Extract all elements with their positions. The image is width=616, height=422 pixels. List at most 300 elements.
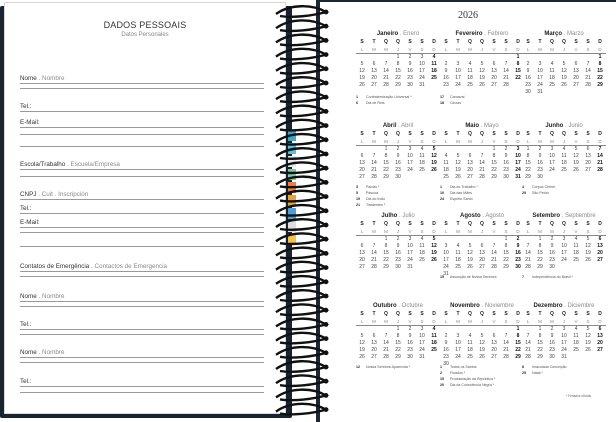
calendar-day[interactable]: 12 xyxy=(561,68,567,74)
calendar-day[interactable]: 27 xyxy=(573,82,579,88)
calendar-day[interactable]: 19 xyxy=(585,250,591,256)
calendar-day[interactable]: 13 xyxy=(585,153,591,159)
calendar-day[interactable]: 6 xyxy=(492,61,496,67)
calendar-day[interactable]: 16 xyxy=(525,75,531,81)
calendar-day[interactable]: 5 xyxy=(360,333,364,339)
calendar-day[interactable]: 6 xyxy=(492,333,496,339)
calendar-day[interactable]: 25 xyxy=(561,167,567,173)
calendar-day[interactable]: 19 xyxy=(359,347,365,353)
calendar-day[interactable]: 8 xyxy=(516,333,520,339)
calendar-day[interactable]: 9 xyxy=(504,153,508,159)
calendar-day[interactable]: 10 xyxy=(419,61,425,67)
calendar-day[interactable]: 13 xyxy=(491,68,497,74)
personal-field[interactable] xyxy=(20,377,264,387)
calendar-day[interactable]: 26 xyxy=(479,82,485,88)
calendar-day[interactable]: 25 xyxy=(431,75,437,81)
calendar-day[interactable]: 11 xyxy=(573,243,579,249)
calendar-day[interactable]: 27 xyxy=(597,347,603,353)
calendar-day[interactable]: 30 xyxy=(407,354,413,360)
calendar-day[interactable]: 26 xyxy=(561,82,567,88)
personal-field[interactable] xyxy=(20,348,264,358)
calendar-day[interactable]: 15 xyxy=(525,160,531,166)
calendar-day[interactable]: 22 xyxy=(503,257,509,263)
calendar-day[interactable]: 30 xyxy=(443,361,449,367)
calendar-day[interactable]: 19 xyxy=(359,75,365,81)
calendar-day[interactable]: 28 xyxy=(503,354,509,360)
calendar-day[interactable]: 12 xyxy=(585,243,591,249)
calendar-day[interactable]: 24 xyxy=(407,167,413,173)
calendar-day[interactable]: 27 xyxy=(359,264,365,270)
calendar-day[interactable]: 9 xyxy=(408,333,412,339)
calendar-day[interactable]: 13 xyxy=(597,333,603,339)
calendar-day[interactable]: 5 xyxy=(562,61,566,67)
calendar-day[interactable]: 20 xyxy=(467,167,473,173)
calendar-day[interactable]: 12 xyxy=(573,153,579,159)
calendar-day[interactable]: 28 xyxy=(383,354,389,360)
calendar-day[interactable]: 23 xyxy=(443,82,449,88)
calendar-day[interactable]: 5 xyxy=(432,236,436,242)
calendar-day[interactable]: 6 xyxy=(574,61,578,67)
calendar-day[interactable]: 25 xyxy=(419,167,425,173)
calendar-day[interactable]: 29 xyxy=(525,174,531,180)
calendar-day[interactable]: 23 xyxy=(549,257,555,263)
calendar-day[interactable]: 7 xyxy=(586,61,590,67)
calendar-day[interactable]: 4 xyxy=(562,146,566,152)
calendar-day[interactable]: 7 xyxy=(598,146,602,152)
calendar-day[interactable]: 17 xyxy=(561,250,567,256)
calendar-day[interactable]: 14 xyxy=(371,160,377,166)
calendar-day[interactable]: 14 xyxy=(503,68,509,74)
calendar-day[interactable]: 29 xyxy=(383,174,389,180)
calendar-day[interactable]: 30 xyxy=(395,174,401,180)
calendar-day[interactable]: 19 xyxy=(467,257,473,263)
calendar-day[interactable]: 10 xyxy=(419,333,425,339)
calendar-day[interactable]: 7 xyxy=(526,333,530,339)
personal-field[interactable] xyxy=(20,190,264,200)
calendar-day[interactable]: 22 xyxy=(537,257,543,263)
calendar-day[interactable]: 12 xyxy=(455,160,461,166)
calendar-day[interactable]: 13 xyxy=(371,340,377,346)
calendar-day[interactable]: 27 xyxy=(597,257,603,263)
calendar-day[interactable]: 4 xyxy=(468,61,472,67)
calendar-day[interactable]: 4 xyxy=(550,61,554,67)
calendar-day[interactable]: 20 xyxy=(491,347,497,353)
calendar-day[interactable]: 21 xyxy=(491,257,497,263)
calendar-day[interactable]: 28 xyxy=(371,174,377,180)
calendar-day[interactable]: 29 xyxy=(491,174,497,180)
calendar-day[interactable]: 28 xyxy=(371,264,377,270)
calendar-day[interactable]: 17 xyxy=(537,75,543,81)
calendar-day[interactable]: 13 xyxy=(467,160,473,166)
calendar-day[interactable]: 28 xyxy=(597,167,603,173)
calendar-day[interactable]: 4 xyxy=(456,243,460,249)
calendar-day[interactable]: 1 xyxy=(516,54,520,60)
calendar-day[interactable]: 15 xyxy=(383,250,389,256)
calendar-day[interactable]: 21 xyxy=(525,347,531,353)
calendar-day[interactable]: 15 xyxy=(515,340,521,346)
calendar-day[interactable]: 28 xyxy=(585,82,591,88)
calendar-day[interactable]: 14 xyxy=(597,153,603,159)
calendar-day[interactable]: 20 xyxy=(491,75,497,81)
calendar-day[interactable]: 22 xyxy=(597,75,603,81)
calendar-day[interactable]: 19 xyxy=(561,75,567,81)
calendar-day[interactable]: 9 xyxy=(550,243,554,249)
calendar-day[interactable]: 27 xyxy=(491,82,497,88)
calendar-day[interactable]: 1 xyxy=(384,236,388,242)
calendar-day[interactable]: 12 xyxy=(467,250,473,256)
calendar-day[interactable]: 28 xyxy=(479,174,485,180)
calendar-day[interactable]: 19 xyxy=(455,167,461,173)
calendar-day[interactable]: 25 xyxy=(549,82,555,88)
calendar-day[interactable]: 9 xyxy=(444,68,448,74)
calendar-day[interactable]: 28 xyxy=(383,82,389,88)
calendar-day[interactable]: 3 xyxy=(538,61,542,67)
calendar-day[interactable]: 20 xyxy=(573,75,579,81)
calendar-day[interactable]: 14 xyxy=(383,340,389,346)
calendar-day[interactable]: 2 xyxy=(526,61,530,67)
calendar-day[interactable]: 9 xyxy=(408,61,412,67)
calendar-day[interactable]: 26 xyxy=(359,354,365,360)
calendar-day[interactable]: 11 xyxy=(467,68,473,74)
calendar-day[interactable]: 10 xyxy=(537,68,543,74)
calendar-day[interactable]: 4 xyxy=(574,236,578,242)
calendar-day[interactable]: 3 xyxy=(562,236,566,242)
calendar-day[interactable]: 20 xyxy=(371,75,377,81)
personal-field[interactable] xyxy=(20,292,264,302)
calendar-day[interactable]: 24 xyxy=(549,167,555,173)
calendar-day[interactable]: 15 xyxy=(395,340,401,346)
calendar-day[interactable]: 8 xyxy=(504,243,508,249)
calendar-day[interactable]: 22 xyxy=(525,167,531,173)
calendar-day[interactable]: 24 xyxy=(455,354,461,360)
calendar-day[interactable]: 12 xyxy=(431,243,437,249)
calendar-day[interactable]: 2 xyxy=(396,146,400,152)
calendar-day[interactable]: 20 xyxy=(597,250,603,256)
calendar-day[interactable]: 9 xyxy=(516,243,520,249)
calendar-day[interactable]: 12 xyxy=(359,68,365,74)
calendar-day[interactable]: 1 xyxy=(538,236,542,242)
calendar-day[interactable]: 29 xyxy=(395,82,401,88)
calendar-day[interactable]: 18 xyxy=(467,347,473,353)
calendar-day[interactable]: 9 xyxy=(444,340,448,346)
calendar-day[interactable]: 11 xyxy=(431,333,437,339)
calendar-day[interactable]: 16 xyxy=(549,340,555,346)
calendar-day[interactable]: 8 xyxy=(538,333,542,339)
calendar-day[interactable]: 24 xyxy=(443,264,449,270)
calendar-day[interactable]: 31 xyxy=(443,271,449,277)
calendar-day[interactable]: 30 xyxy=(537,174,543,180)
calendar-day[interactable]: 11 xyxy=(419,243,425,249)
calendar-day[interactable]: 2 xyxy=(550,326,554,332)
calendar-day[interactable]: 13 xyxy=(359,160,365,166)
calendar-day[interactable]: 18 xyxy=(431,68,437,74)
calendar-day[interactable]: 19 xyxy=(479,75,485,81)
calendar-day[interactable]: 3 xyxy=(456,61,460,67)
calendar-day[interactable]: 15 xyxy=(597,68,603,74)
calendar-day[interactable]: 19 xyxy=(585,340,591,346)
calendar-day[interactable]: 8 xyxy=(396,333,400,339)
calendar-day[interactable]: 14 xyxy=(503,340,509,346)
calendar-day[interactable]: 8 xyxy=(538,243,542,249)
calendar-day[interactable]: 2 xyxy=(444,333,448,339)
calendar-day[interactable]: 23 xyxy=(549,347,555,353)
calendar-day[interactable]: 16 xyxy=(407,340,413,346)
calendar-day[interactable]: 27 xyxy=(467,174,473,180)
calendar-day[interactable]: 30 xyxy=(503,174,509,180)
calendar-day[interactable]: 26 xyxy=(359,82,365,88)
calendar-day[interactable]: 8 xyxy=(396,61,400,67)
calendar-day[interactable]: 18 xyxy=(573,340,579,346)
calendar-day[interactable]: 13 xyxy=(359,250,365,256)
calendar-day[interactable]: 8 xyxy=(384,153,388,159)
calendar-day[interactable]: 2 xyxy=(538,146,542,152)
calendar-day[interactable]: 12 xyxy=(585,333,591,339)
calendar-day[interactable]: 3 xyxy=(516,146,520,152)
calendar-day[interactable]: 1 xyxy=(396,326,400,332)
calendar-day[interactable]: 5 xyxy=(480,61,484,67)
calendar-day[interactable]: 10 xyxy=(407,243,413,249)
calendar-day[interactable]: 3 xyxy=(444,243,448,249)
calendar-day[interactable]: 17 xyxy=(455,75,461,81)
calendar-day[interactable]: 23 xyxy=(443,354,449,360)
calendar-day[interactable]: 12 xyxy=(359,340,365,346)
calendar-day[interactable]: 31 xyxy=(537,89,543,95)
calendar-day[interactable]: 18 xyxy=(549,75,555,81)
personal-field[interactable] xyxy=(20,74,264,84)
calendar-day[interactable]: 16 xyxy=(407,68,413,74)
calendar-day[interactable]: 31 xyxy=(407,264,413,270)
calendar-day[interactable]: 5 xyxy=(480,333,484,339)
calendar-day[interactable]: 21 xyxy=(371,257,377,263)
calendar-day[interactable]: 2 xyxy=(516,236,520,242)
calendar-day[interactable]: 26 xyxy=(479,354,485,360)
calendar-day[interactable]: 25 xyxy=(455,264,461,270)
calendar-day[interactable]: 28 xyxy=(525,264,531,270)
calendar-day[interactable]: 15 xyxy=(491,160,497,166)
calendar-day[interactable]: 17 xyxy=(407,250,413,256)
calendar-day[interactable]: 31 xyxy=(515,174,521,180)
calendar-day[interactable]: 3 xyxy=(550,146,554,152)
calendar-day[interactable]: 12 xyxy=(479,68,485,74)
calendar-day[interactable]: 7 xyxy=(480,153,484,159)
calendar-day[interactable]: 14 xyxy=(491,250,497,256)
calendar-day[interactable]: 21 xyxy=(597,160,603,166)
calendar-day[interactable]: 25 xyxy=(573,257,579,263)
calendar-day[interactable]: 27 xyxy=(359,174,365,180)
calendar-day[interactable]: 25 xyxy=(573,347,579,353)
calendar-day[interactable]: 17 xyxy=(515,160,521,166)
calendar-day[interactable]: 20 xyxy=(359,257,365,263)
calendar-day[interactable]: 5 xyxy=(432,146,436,152)
calendar-day[interactable]: 14 xyxy=(525,340,531,346)
calendar-day[interactable]: 29 xyxy=(503,264,509,270)
calendar-day[interactable]: 6 xyxy=(598,236,602,242)
calendar-day[interactable]: 6 xyxy=(468,153,472,159)
calendar-day[interactable]: 30 xyxy=(407,82,413,88)
calendar-day[interactable]: 22 xyxy=(383,167,389,173)
personal-field[interactable] xyxy=(20,160,264,170)
calendar-day[interactable]: 6 xyxy=(372,61,376,67)
calendar-day[interactable]: 23 xyxy=(515,257,521,263)
calendar-day[interactable]: 10 xyxy=(561,243,567,249)
calendar-day[interactable]: 17 xyxy=(443,257,449,263)
calendar-day[interactable]: 22 xyxy=(395,75,401,81)
calendar-day[interactable]: 27 xyxy=(585,167,591,173)
calendar-day[interactable]: 24 xyxy=(561,257,567,263)
calendar-day[interactable]: 21 xyxy=(383,347,389,353)
calendar-day[interactable]: 11 xyxy=(561,153,567,159)
calendar-day[interactable]: 24 xyxy=(515,167,521,173)
calendar-day[interactable]: 29 xyxy=(597,82,603,88)
calendar-day[interactable]: 7 xyxy=(526,243,530,249)
personal-field[interactable] xyxy=(20,204,264,214)
personal-field[interactable] xyxy=(20,320,264,330)
calendar-day[interactable]: 24 xyxy=(419,347,425,353)
calendar-day[interactable]: 7 xyxy=(384,61,388,67)
calendar-day[interactable]: 13 xyxy=(371,68,377,74)
calendar-day[interactable]: 24 xyxy=(561,347,567,353)
calendar-day[interactable]: 25 xyxy=(467,82,473,88)
calendar-day[interactable]: 6 xyxy=(480,243,484,249)
calendar-day[interactable]: 26 xyxy=(455,174,461,180)
calendar-day[interactable]: 26 xyxy=(467,264,473,270)
calendar-day[interactable]: 12 xyxy=(479,340,485,346)
calendar-day[interactable]: 16 xyxy=(395,250,401,256)
calendar-day[interactable]: 16 xyxy=(443,347,449,353)
calendar-day[interactable]: 6 xyxy=(598,326,602,332)
calendar-day[interactable]: 4 xyxy=(420,236,424,242)
calendar-day[interactable]: 18 xyxy=(561,160,567,166)
calendar-day[interactable]: 3 xyxy=(408,236,412,242)
calendar-day[interactable]: 30 xyxy=(549,264,555,270)
calendar-day[interactable]: 29 xyxy=(515,354,521,360)
calendar-day[interactable]: 18 xyxy=(443,167,449,173)
calendar-day[interactable]: 5 xyxy=(586,236,590,242)
calendar-day[interactable]: 31 xyxy=(419,354,425,360)
calendar-day[interactable]: 12 xyxy=(431,153,437,159)
calendar-day[interactable]: 26 xyxy=(585,257,591,263)
calendar-day[interactable]: 6 xyxy=(586,146,590,152)
calendar-day[interactable]: 19 xyxy=(479,347,485,353)
calendar-day[interactable]: 13 xyxy=(573,68,579,74)
calendar-day[interactable]: 4 xyxy=(444,153,448,159)
calendar-day[interactable]: 15 xyxy=(395,68,401,74)
calendar-day[interactable]: 22 xyxy=(395,347,401,353)
calendar-day[interactable]: 10 xyxy=(561,333,567,339)
calendar-day[interactable]: 18 xyxy=(573,250,579,256)
calendar-day[interactable]: 1 xyxy=(492,146,496,152)
calendar-day[interactable]: 26 xyxy=(431,167,437,173)
calendar-day[interactable]: 8 xyxy=(526,153,530,159)
calendar-day[interactable]: 18 xyxy=(455,257,461,263)
calendar-day[interactable]: 13 xyxy=(597,243,603,249)
calendar-day[interactable]: 4 xyxy=(468,333,472,339)
calendar-day[interactable]: 11 xyxy=(549,68,555,74)
calendar-day[interactable]: 20 xyxy=(597,340,603,346)
calendar-day[interactable]: 28 xyxy=(503,82,509,88)
calendar-day[interactable]: 30 xyxy=(549,354,555,360)
calendar-day[interactable]: 5 xyxy=(456,153,460,159)
calendar-day[interactable]: 24 xyxy=(455,82,461,88)
calendar-day[interactable]: 30 xyxy=(395,264,401,270)
calendar-day[interactable]: 22 xyxy=(491,167,497,173)
calendar-day[interactable]: 14 xyxy=(525,250,531,256)
calendar-day[interactable]: 5 xyxy=(586,326,590,332)
calendar-day[interactable]: 11 xyxy=(573,333,579,339)
calendar-day[interactable]: 23 xyxy=(395,257,401,263)
calendar-day[interactable]: 15 xyxy=(537,340,543,346)
calendar-day[interactable]: 25 xyxy=(431,347,437,353)
calendar-day[interactable]: 21 xyxy=(371,167,377,173)
calendar-day[interactable]: 17 xyxy=(549,160,555,166)
calendar-day[interactable]: 29 xyxy=(395,354,401,360)
calendar-day[interactable]: 13 xyxy=(479,250,485,256)
calendar-day[interactable]: 21 xyxy=(383,75,389,81)
personal-field[interactable] xyxy=(20,218,264,228)
calendar-day[interactable]: 11 xyxy=(443,160,449,166)
calendar-day[interactable]: 20 xyxy=(359,167,365,173)
calendar-day[interactable]: 25 xyxy=(443,174,449,180)
calendar-day[interactable]: 9 xyxy=(396,243,400,249)
calendar-day[interactable]: 25 xyxy=(419,257,425,263)
calendar-day[interactable]: 2 xyxy=(444,61,448,67)
calendar-day[interactable]: 23 xyxy=(525,82,531,88)
calendar-day[interactable]: 4 xyxy=(432,54,436,60)
calendar-day[interactable]: 17 xyxy=(455,347,461,353)
calendar-day[interactable]: 11 xyxy=(431,61,437,67)
calendar-day[interactable]: 2 xyxy=(550,236,554,242)
calendar-day[interactable]: 10 xyxy=(515,153,521,159)
calendar-day[interactable]: 31 xyxy=(561,354,567,360)
calendar-day[interactable]: 16 xyxy=(443,75,449,81)
calendar-day[interactable]: 9 xyxy=(538,153,542,159)
calendar-day[interactable]: 7 xyxy=(372,243,376,249)
calendar-day[interactable]: 18 xyxy=(419,250,425,256)
calendar-day[interactable]: 19 xyxy=(431,250,437,256)
personal-field[interactable] xyxy=(20,262,264,272)
calendar-day[interactable]: 10 xyxy=(455,68,461,74)
calendar-day[interactable]: 17 xyxy=(419,340,425,346)
calendar-day[interactable]: 1 xyxy=(384,146,388,152)
calendar-day[interactable]: 29 xyxy=(537,264,543,270)
calendar-day[interactable]: 18 xyxy=(467,75,473,81)
calendar-day[interactable]: 8 xyxy=(384,243,388,249)
calendar-day[interactable]: 20 xyxy=(585,160,591,166)
calendar-day[interactable]: 7 xyxy=(372,153,376,159)
calendar-day[interactable]: 11 xyxy=(419,153,425,159)
calendar-day[interactable]: 8 xyxy=(492,153,496,159)
calendar-day[interactable]: 10 xyxy=(407,153,413,159)
calendar-day[interactable]: 27 xyxy=(479,264,485,270)
calendar-day[interactable]: 6 xyxy=(360,153,364,159)
calendar-day[interactable]: 22 xyxy=(515,347,521,353)
calendar-day[interactable]: 4 xyxy=(432,326,436,332)
calendar-day[interactable]: 25 xyxy=(467,354,473,360)
calendar-day[interactable]: 3 xyxy=(408,146,412,152)
personal-field[interactable] xyxy=(20,118,264,128)
calendar-day[interactable]: 23 xyxy=(395,167,401,173)
calendar-day[interactable]: 28 xyxy=(525,354,531,360)
calendar-day[interactable]: 3 xyxy=(420,326,424,332)
calendar-day[interactable]: 5 xyxy=(360,61,364,67)
calendar-day[interactable]: 27 xyxy=(371,354,377,360)
calendar-day[interactable]: 9 xyxy=(526,68,530,74)
calendar-day[interactable]: 10 xyxy=(443,250,449,256)
calendar-day[interactable]: 23 xyxy=(407,75,413,81)
calendar-day[interactable]: 14 xyxy=(585,68,591,74)
calendar-day[interactable]: 5 xyxy=(468,243,472,249)
calendar-day[interactable]: 8 xyxy=(598,61,602,67)
